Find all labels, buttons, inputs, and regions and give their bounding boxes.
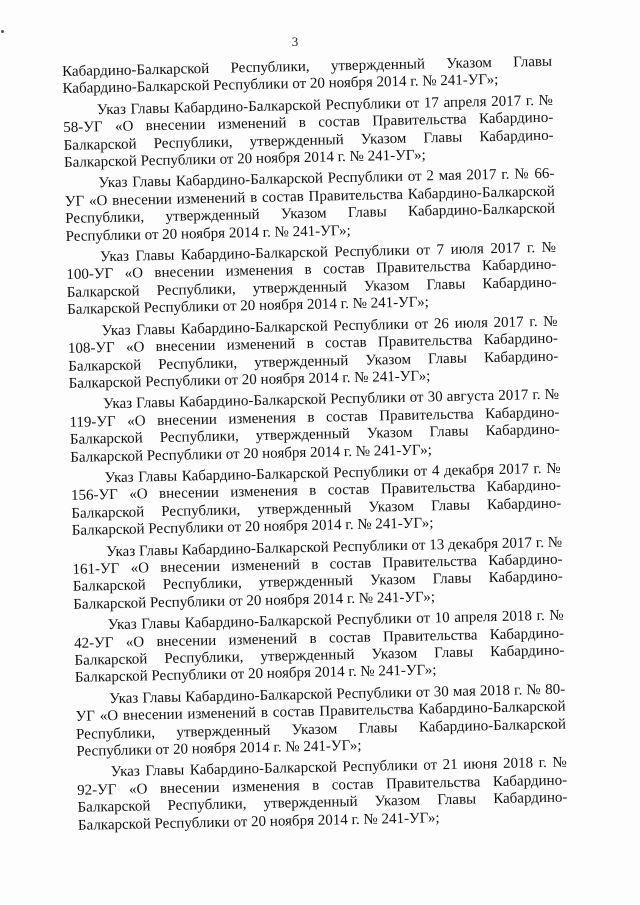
paragraph-decree: Указ Главы Кабардино-Балкарской Республики от 10 апреля 2018 г. № 42-УГ «О внесении изменений в состав Правительства Кабардино-Балкарской Республики, утвержденный Указом Главы Кабардино-Балкарской Республики от 20 ноября 2014 г. № 241-УГ»; bbox=[73, 607, 565, 687]
paragraph-decree: Указ Главы Кабардино-Балкарской Республики от 13 декабря 2017 г. № 161-УГ «О внесении изменений в состав Правительства Кабардино-Балкарской Республики, утвержденный Указом Главы Кабардино-Балкарской Республики от 20 ноября 2014 г. № 241-УГ»; bbox=[72, 534, 564, 613]
scan-mark bbox=[1, 30, 4, 33]
paragraph-continuation: Кабардино-Балкарской Республики, утвержденный Указом Главы Кабардино-Балкарской Республики от 20 ноября 2014 г. № 241-УГ»; bbox=[62, 53, 553, 98]
document-body bbox=[62, 54, 568, 839]
paragraph-decree: Указ Главы Кабардино-Балкарской Республики от 21 июня 2018 г. № 92-УГ «О внесении изменения в состав Правительства Кабардино-Балкарской Республики, утвержденный Указом Главы Кабардино-Балкарской Республики от 20 ноября 2014 г. № 241-УГ»; bbox=[77, 755, 568, 834]
paragraph-decree: Указ Главы Кабардино-Балкарской Республики от 17 апреля 2017 г. № 58-УГ «О внесении изменений в состав Правительства Кабардино-Балкарской Республики, утвержденный Указом Главы Кабардино-Балкарской Республики от 20 ноября 2014 г. № 241-УГ»; bbox=[63, 92, 554, 172]
paragraph-decree: Указ Главы Кабардино-Балкарской Республики от 30 мая 2018 г. № 80-УГ «О внесении изменений в состав Правительства Кабардино-Балкарской Республики, утвержденный Указом Главы Кабардино-Балкарской Республики от 20 ноября 2014 г. № 241-УГ»; bbox=[75, 681, 567, 760]
paragraph-decree: Указ Главы Кабардино-Балкарской Республики от 30 августа 2017 г. № 119-УГ «О внесении изменения в состав Правительства Кабардино-Балкарской Республики, утвержденный Указом Главы Кабардино-Балкарской Республики от 20 ноября 2014 г. № 241-УГ»; bbox=[69, 386, 560, 466]
paragraph-decree: Указ Главы Кабардино-Балкарской Республики от 7 июля 2017 г. № 100-УГ «О внесении изменения в состав Правительства Кабардино-Балкарской Республики, утвержденный Указом Главы Кабардино-Балкарской Республики от 20 ноября 2014 г. № 241-УГ»; bbox=[66, 239, 557, 319]
paragraph-decree: Указ Главы Кабардино-Балкарской Республики от 2 мая 2017 г. № 66-УГ «О внесении изменений в состав Правительства Кабардино-Балкарской Республики, утвержденный Указом Главы Кабардино-Балкарской Республики от 20 ноября 2014 г. № 241-УГ»; bbox=[64, 166, 556, 245]
page-number: 3 bbox=[291, 34, 299, 49]
paragraph-decree: Указ Главы Кабардино-Балкарской Республики от 26 июля 2017 г. № 108-УГ «О внесении изменений в состав Правительства Кабардино-Балкарской Республики, утвержденный Указом Главы Кабардино-Балкарской Республики от 20 ноября 2014 г. № 241-УГ»; bbox=[67, 313, 559, 392]
paragraph-decree: Указ Главы Кабардино-Балкарской Республики от 4 декабря 2017 г. № 156-УГ «О внесении изменения в состав Правительства Кабардино-Балкарской Республики, утвержденный Указом Главы Кабардино-Балкарской Республики от 20 ноября 2014 г. № 241-УГ»; bbox=[70, 460, 562, 540]
